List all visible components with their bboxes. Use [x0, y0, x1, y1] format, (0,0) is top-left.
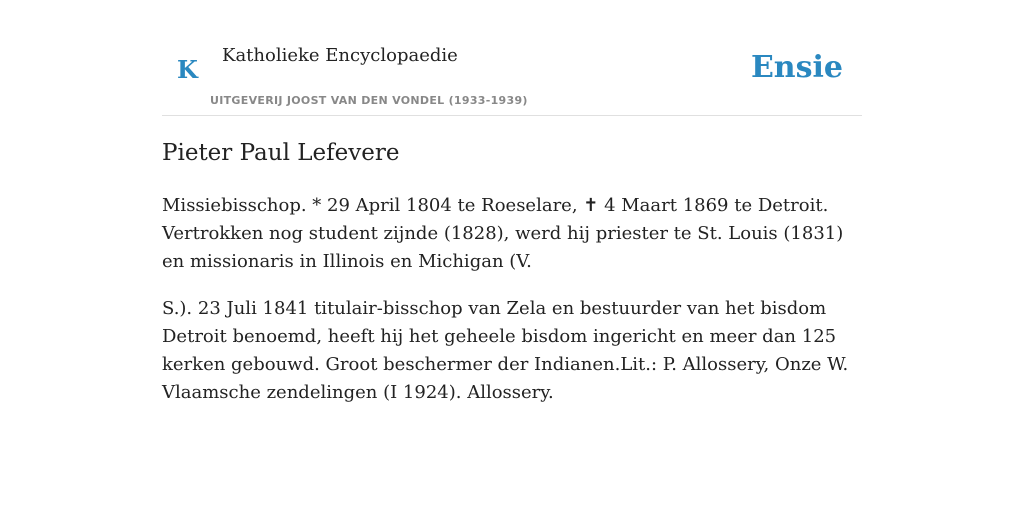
site-title[interactable]: Katholieke Encyclopaedie: [222, 45, 458, 66]
article-title: Pieter Paul Lefevere: [162, 140, 400, 166]
site-subtitle: UITGEVERIJ JOOST VAN DEN VONDEL (1933-1939): [210, 94, 528, 107]
site-logo[interactable]: K: [177, 55, 198, 84]
page: [162, 0, 862, 512]
site-header: [162, 0, 862, 116]
article-paragraph: Missiebisschop. * 29 April 1804 te Roeselare, ✝ 4 Maart 1869 te Detroit. Vertrokken nog student zijnde (1828), werd hij priester te St. Louis (1831) en missionaris in Illinois en Michigan (V.: [162, 195, 844, 272]
brand-logo[interactable]: Ensie: [750, 50, 843, 85]
article-paragraph: S.). 23 Juli 1841 titulair-bisschop van Zela en bestuurder van het bisdom Detroit benoemd, heeft hij het geheele bisdom ingericht en meer dan 125 kerken gebouwd. Groot beschermer der Indianen.Lit.: P. Allossery, Onze W. Vlaamsche zendelingen (I 1924). Allossery.: [162, 298, 849, 403]
